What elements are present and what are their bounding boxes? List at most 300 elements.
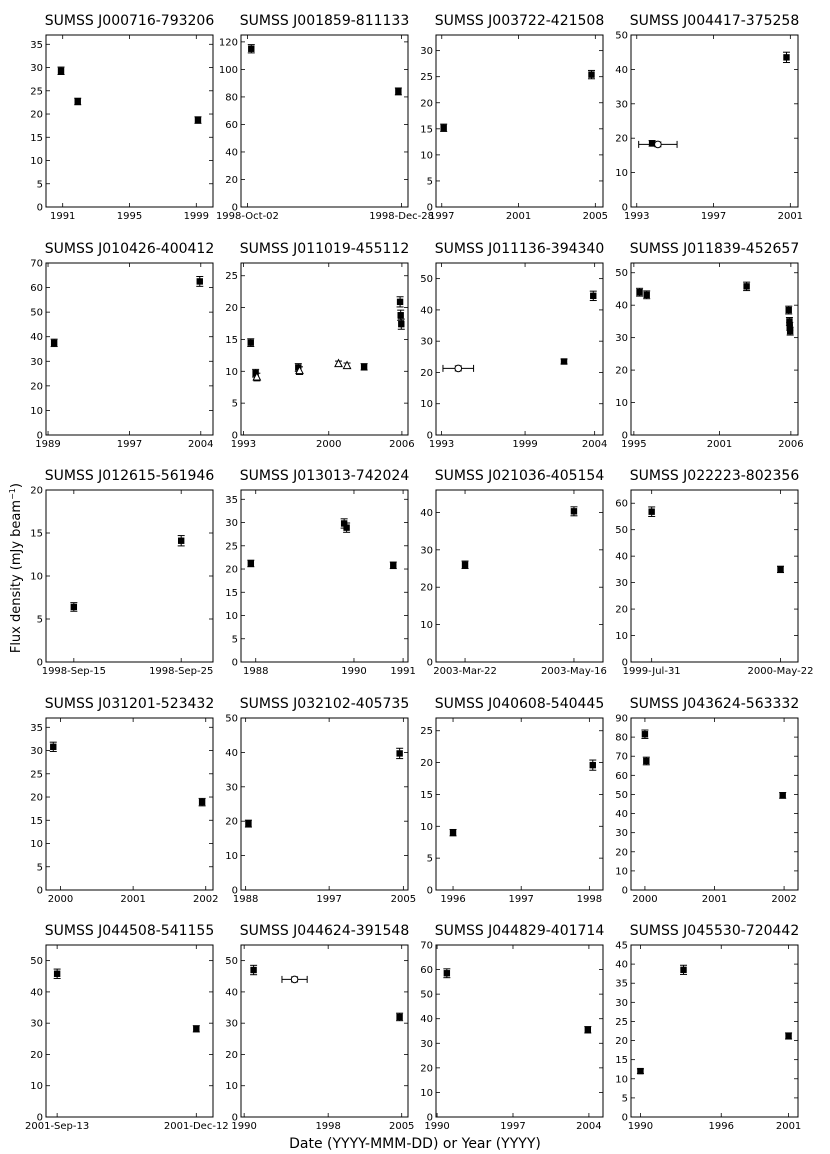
x-tick-label: 2001 <box>505 211 532 222</box>
x-tick-label: 1999-Jul-31 <box>622 666 681 677</box>
square-marker <box>398 321 404 327</box>
x-tick-label: 1995 <box>621 439 647 450</box>
plot-frame <box>436 490 603 662</box>
plot-frame <box>46 945 213 1117</box>
x-tick-label: 2001 <box>777 211 804 222</box>
y-tick-label: 0 <box>621 202 628 214</box>
plot-frame <box>436 945 603 1117</box>
x-tick-label: 1995 <box>116 211 143 222</box>
x-tick-label: 2000-May-22 <box>747 666 814 677</box>
data-point <box>50 742 57 751</box>
data-point <box>462 561 469 568</box>
x-tick-label: 1997 <box>429 211 455 222</box>
y-tick-label: 120 <box>218 37 238 49</box>
y-tick-label: 20 <box>615 604 628 616</box>
y-tick-label: 40 <box>30 987 43 999</box>
panel <box>615 923 801 1132</box>
x-tick-label: 2004 <box>581 439 608 450</box>
square-marker <box>390 562 396 568</box>
y-tick-label: 30 <box>225 1018 238 1030</box>
data-point <box>588 70 595 78</box>
data-point <box>570 507 577 516</box>
square-marker <box>54 971 60 977</box>
square-marker <box>193 1026 199 1032</box>
y-tick-label: 20 <box>30 792 43 804</box>
data-point <box>743 282 750 290</box>
y-tick-label: 20 <box>30 485 43 497</box>
data-point <box>648 507 655 517</box>
y-tick-label: 20 <box>225 303 238 315</box>
x-tick-label: 2000 <box>316 439 342 450</box>
y-tick-label: 40 <box>420 305 433 317</box>
data-point <box>777 566 784 572</box>
data-point <box>643 291 650 299</box>
panel-title: SUMSS J044508-541155 <box>44 923 215 939</box>
y-tick-label: 35 <box>225 494 238 506</box>
y-tick-label: 15 <box>30 528 43 540</box>
y-tick-label: 5 <box>36 862 43 874</box>
y-tick-label: 25 <box>615 1016 628 1028</box>
x-tick-label: 1990 <box>231 1121 257 1132</box>
panel-title: SUMSS J010426-400412 <box>44 241 215 257</box>
y-tick-label: 10 <box>225 1081 238 1093</box>
y-tick-label: 10 <box>615 168 628 180</box>
y-tick-label: 40 <box>615 300 628 312</box>
y-tick-label: 20 <box>30 109 43 121</box>
y-tick-label: 50 <box>615 525 628 537</box>
open-circle-marker <box>655 141 662 148</box>
y-tick-label: 30 <box>615 997 628 1009</box>
square-marker <box>648 508 654 514</box>
panel-title: SUMSS J022223-802356 <box>629 468 800 484</box>
square-marker <box>561 358 567 364</box>
x-tick-label: 2000 <box>47 894 74 905</box>
x-tick-label: 1998 <box>576 894 603 905</box>
y-tick-label: 0 <box>231 885 238 897</box>
square-marker <box>195 117 201 123</box>
y-tick-label: 30 <box>30 356 43 368</box>
panel <box>225 241 414 450</box>
square-marker <box>71 604 77 610</box>
y-tick-label: 5 <box>231 634 238 646</box>
y-tick-label: 20 <box>30 381 43 393</box>
data-point <box>51 339 58 346</box>
plot-frame <box>631 718 798 890</box>
y-tick-label: 40 <box>225 747 238 759</box>
y-tick-label: 10 <box>420 1087 433 1099</box>
square-marker <box>197 278 203 284</box>
square-marker <box>397 299 403 305</box>
square-marker <box>248 560 254 566</box>
x-tick-label: 2001-Dec-12 <box>163 1121 229 1132</box>
panel <box>420 468 607 677</box>
panel <box>30 468 214 677</box>
x-tick-label: 1997 <box>700 211 727 222</box>
square-marker <box>248 46 254 52</box>
square-marker <box>571 508 577 514</box>
x-tick-label: 1998 <box>315 1121 341 1132</box>
data-point <box>54 969 61 978</box>
y-tick-label: 60 <box>420 965 433 977</box>
y-tick-label: 40 <box>225 147 238 159</box>
y-tick-label: 0 <box>36 202 43 214</box>
data-point <box>636 288 643 296</box>
y-axis-label-main: Flux density (mJy beam <box>9 499 25 654</box>
panel <box>420 923 604 1132</box>
panel <box>420 241 607 450</box>
plot-frame <box>436 35 603 207</box>
y-tick-label: 0 <box>426 1112 433 1124</box>
x-tick-label: 1998-Dec-28 <box>369 211 434 222</box>
y-tick-label: 15 <box>420 789 433 801</box>
data-point <box>248 45 255 53</box>
y-tick-label: 50 <box>615 30 628 42</box>
y-tick-label: 30 <box>615 99 628 111</box>
x-tick-label: 1993 <box>230 439 257 450</box>
panel <box>225 923 414 1132</box>
plot-frame <box>241 263 408 435</box>
square-marker <box>50 744 56 750</box>
plot-frame <box>241 718 408 890</box>
plot-frame <box>241 35 408 207</box>
x-tick-label: 1993 <box>428 439 455 450</box>
data-point <box>785 1033 792 1039</box>
panel-title: SUMSS J011136-394340 <box>434 241 605 257</box>
plot-frame <box>46 490 213 662</box>
y-tick-label: 60 <box>615 770 628 782</box>
x-tick-label: 1991 <box>390 666 416 677</box>
data-point <box>343 362 350 369</box>
x-tick-label: 2002 <box>771 894 797 905</box>
x-tick-label: 1997 <box>500 1121 526 1132</box>
data-point <box>282 976 307 983</box>
y-tick-label: 20 <box>225 816 238 828</box>
y-tick-label: 20 <box>420 582 433 594</box>
y-tick-label: 10 <box>615 631 628 643</box>
y-tick-label: 50 <box>225 713 238 725</box>
x-tick-label: 2004 <box>576 1121 602 1132</box>
square-marker <box>199 799 205 805</box>
square-marker <box>785 1033 791 1039</box>
y-tick-label: 0 <box>426 657 433 669</box>
y-tick-label: 0 <box>621 1112 628 1124</box>
x-tick-label: 2003-May-16 <box>541 666 607 677</box>
x-tick-label: 1988 <box>232 894 259 905</box>
panel <box>225 468 416 677</box>
y-tick-label: 10 <box>615 1074 628 1086</box>
y-tick-label: 10 <box>30 839 43 851</box>
data-point <box>194 117 201 124</box>
x-tick-label: 2005 <box>390 894 417 905</box>
y-tick-label: 5 <box>426 853 433 865</box>
y-tick-label: 40 <box>30 332 43 344</box>
y-tick-label: 0 <box>36 430 43 442</box>
data-point <box>639 141 677 148</box>
data-point <box>440 124 447 131</box>
square-marker <box>396 750 402 756</box>
panel <box>615 696 799 905</box>
square-marker <box>787 328 793 334</box>
data-point <box>390 562 397 569</box>
panel-title: SUMSS J045530-720442 <box>629 923 800 939</box>
square-marker <box>786 307 792 313</box>
y-tick-label: 10 <box>225 611 238 623</box>
y-tick-label: 40 <box>615 64 628 76</box>
x-axis-label: Date (YYYY-MMM-DD) or Year (YYYY) <box>289 1136 541 1152</box>
y-tick-label: 10 <box>420 821 433 833</box>
square-marker <box>643 758 649 764</box>
y-tick-label: 15 <box>420 124 433 136</box>
y-tick-label: 20 <box>225 1049 238 1061</box>
x-tick-label: 1998-Sep-25 <box>149 666 214 677</box>
x-tick-label: 2005 <box>388 1121 415 1132</box>
y-tick-label: 60 <box>225 119 238 131</box>
y-tick-label: 5 <box>621 1093 628 1105</box>
y-tick-label: 30 <box>225 782 238 794</box>
panel <box>30 241 214 450</box>
y-tick-label: 5 <box>36 179 43 191</box>
y-tick-label: 5 <box>231 398 238 410</box>
data-point <box>199 798 206 805</box>
y-tick-label: 30 <box>420 1038 433 1050</box>
panel-title: SUMSS J000716-793206 <box>44 13 215 29</box>
square-marker <box>444 970 450 976</box>
data-point <box>397 297 404 307</box>
square-marker <box>680 967 686 973</box>
x-tick-label: 1997 <box>116 439 143 450</box>
x-tick-label: 2004 <box>188 439 214 450</box>
square-marker <box>588 71 594 77</box>
y-tick-label: 0 <box>231 657 238 669</box>
y-tick-label: 70 <box>420 940 433 952</box>
plot-frame <box>241 945 408 1117</box>
y-tick-label: 40 <box>615 551 628 563</box>
data-point <box>196 277 203 287</box>
panel-title: SUMSS J044624-391548 <box>239 923 410 939</box>
panel <box>216 13 434 222</box>
x-tick-label: 1988 <box>243 666 269 677</box>
y-axis-label-exponent: −1 <box>7 488 17 500</box>
x-tick-label: 2001 <box>706 439 733 450</box>
square-marker <box>343 524 349 530</box>
plot-frame <box>631 945 798 1117</box>
x-tick-label: 2001-Sep-13 <box>25 1121 90 1132</box>
plot-frame <box>46 263 213 435</box>
data-point <box>250 965 257 974</box>
y-tick-label: 100 <box>218 64 238 76</box>
y-tick-label: 60 <box>30 283 43 295</box>
y-tick-label: 10 <box>30 156 43 168</box>
x-tick-label: 2002 <box>193 894 219 905</box>
panel-title: SUMSS J011019-455112 <box>239 241 410 257</box>
y-tick-label: 40 <box>225 987 238 999</box>
y-tick-label: 25 <box>225 541 238 553</box>
plot-frame <box>631 490 798 662</box>
y-axis-label <box>7 483 25 654</box>
y-tick-label: 35 <box>30 722 43 734</box>
x-tick-label: 1997 <box>316 894 342 905</box>
y-tick-label: 15 <box>615 1055 628 1067</box>
data-point <box>589 760 596 770</box>
y-tick-label: 10 <box>225 851 238 863</box>
square-marker <box>250 967 256 973</box>
y-tick-label: 80 <box>225 92 238 104</box>
y-tick-label: 80 <box>615 732 628 744</box>
square-marker <box>777 566 783 572</box>
square-marker <box>590 293 596 299</box>
y-tick-label: 20 <box>225 174 238 186</box>
y-tick-label: 15 <box>30 132 43 144</box>
y-tick-label: 40 <box>420 507 433 519</box>
data-point <box>680 965 687 974</box>
y-tick-label: 0 <box>426 202 433 214</box>
data-point <box>641 730 648 738</box>
data-point <box>783 52 790 62</box>
y-tick-label: 0 <box>36 885 43 897</box>
square-marker <box>361 364 367 370</box>
data-point <box>335 360 342 367</box>
x-tick-label: 1999 <box>512 439 538 450</box>
data-point <box>193 1026 200 1032</box>
data-point <box>396 1013 403 1021</box>
y-tick-label: 20 <box>420 1063 433 1075</box>
y-tick-label: 20 <box>615 133 628 145</box>
data-point <box>779 792 786 798</box>
x-tick-label: 1990 <box>627 1121 654 1132</box>
y-tick-label: 25 <box>225 271 238 283</box>
square-marker <box>450 829 456 835</box>
y-tick-label: 30 <box>30 1018 43 1030</box>
panel-title: SUMSS J044829-401714 <box>434 923 605 939</box>
y-tick-label: 20 <box>225 564 238 576</box>
data-point <box>247 339 254 347</box>
y-tick-label: 30 <box>420 545 433 557</box>
y-tick-label: 30 <box>420 336 433 348</box>
panel <box>615 468 813 677</box>
data-point <box>395 88 402 95</box>
panel <box>30 696 218 905</box>
data-point <box>590 291 597 300</box>
data-point <box>361 364 368 370</box>
square-marker <box>783 54 789 60</box>
open-circle-marker <box>455 365 462 372</box>
panel <box>420 696 604 905</box>
y-tick-label: 10 <box>420 620 433 632</box>
square-marker <box>75 98 81 104</box>
panel-title: SUMSS J021036-405154 <box>434 468 605 484</box>
square-marker <box>395 88 401 94</box>
square-marker <box>248 339 254 345</box>
y-tick-label: 90 <box>615 713 628 725</box>
y-tick-label: 5 <box>426 176 433 188</box>
y-tick-label: 30 <box>30 746 43 758</box>
data-point <box>70 603 77 612</box>
x-tick-label: 1990 <box>424 1121 450 1132</box>
y-tick-label: 25 <box>420 72 433 84</box>
square-marker <box>779 792 785 798</box>
y-tick-label: 5 <box>36 614 43 626</box>
plot-frame <box>46 35 213 207</box>
y-tick-label: 25 <box>420 726 433 738</box>
y-tick-label: 50 <box>615 268 628 280</box>
panel-title: SUMSS J031201-523432 <box>44 696 215 712</box>
data-point <box>561 358 568 364</box>
data-point <box>58 67 65 74</box>
square-marker <box>644 292 650 298</box>
plot-frame <box>631 263 798 435</box>
x-tick-label: 2001 <box>775 1121 802 1132</box>
data-point <box>245 820 252 827</box>
y-tick-label: 10 <box>420 399 433 411</box>
plot-frame <box>241 490 408 662</box>
y-tick-label: 35 <box>30 39 43 51</box>
panel <box>420 13 608 222</box>
data-point <box>443 969 450 978</box>
x-tick-label: 1990 <box>341 666 367 677</box>
x-tick-label: 1997 <box>508 894 534 905</box>
plot-frame <box>46 718 213 890</box>
y-tick-label: 40 <box>615 809 628 821</box>
data-point <box>643 757 650 765</box>
y-axis-label-close: ) <box>9 483 25 489</box>
square-marker <box>637 1068 643 1074</box>
square-marker <box>585 1027 591 1033</box>
panel-title: SUMSS J043624-563332 <box>629 696 800 712</box>
y-tick-label: 25 <box>30 86 43 98</box>
panel-title: SUMSS J032102-405735 <box>239 696 410 712</box>
y-tick-label: 0 <box>231 202 238 214</box>
data-point <box>396 748 403 758</box>
y-tick-label: 70 <box>30 258 43 270</box>
y-tick-label: 0 <box>36 657 43 669</box>
y-tick-label: 20 <box>615 365 628 377</box>
panel-title: SUMSS J012615-561946 <box>44 468 215 484</box>
x-tick-label: 1998-Sep-15 <box>41 666 106 677</box>
y-tick-label: 50 <box>225 956 238 968</box>
x-tick-label: 1999 <box>183 211 210 222</box>
y-tick-label: 50 <box>420 989 433 1001</box>
x-tick-label: 2005 <box>582 211 609 222</box>
y-tick-label: 35 <box>615 978 628 990</box>
panel-title: SUMSS J003722-421508 <box>434 13 605 29</box>
data-point <box>443 365 474 372</box>
y-tick-label: 30 <box>225 518 238 530</box>
square-marker <box>642 731 648 737</box>
data-point <box>450 829 457 835</box>
panel-title: SUMSS J013013-742024 <box>239 468 410 484</box>
x-tick-label: 1989 <box>35 439 61 450</box>
y-tick-label: 10 <box>225 366 238 378</box>
y-tick-label: 20 <box>420 367 433 379</box>
square-marker <box>397 312 403 318</box>
y-tick-label: 0 <box>621 885 628 897</box>
x-tick-label: 2000 <box>632 894 658 905</box>
square-marker <box>440 125 446 131</box>
y-tick-label: 30 <box>615 333 628 345</box>
y-tick-label: 50 <box>420 274 433 286</box>
panel <box>615 241 803 450</box>
data-point <box>247 560 254 567</box>
plot-frame <box>436 718 603 890</box>
y-tick-label: 70 <box>615 751 628 763</box>
x-tick-label: 2001 <box>120 894 146 905</box>
y-tick-label: 20 <box>615 847 628 859</box>
square-marker <box>51 340 57 346</box>
x-tick-label: 1998-Oct-02 <box>215 211 279 222</box>
plot-frame <box>436 263 603 435</box>
y-tick-label: 50 <box>30 956 43 968</box>
x-tick-label: 1993 <box>624 211 650 222</box>
